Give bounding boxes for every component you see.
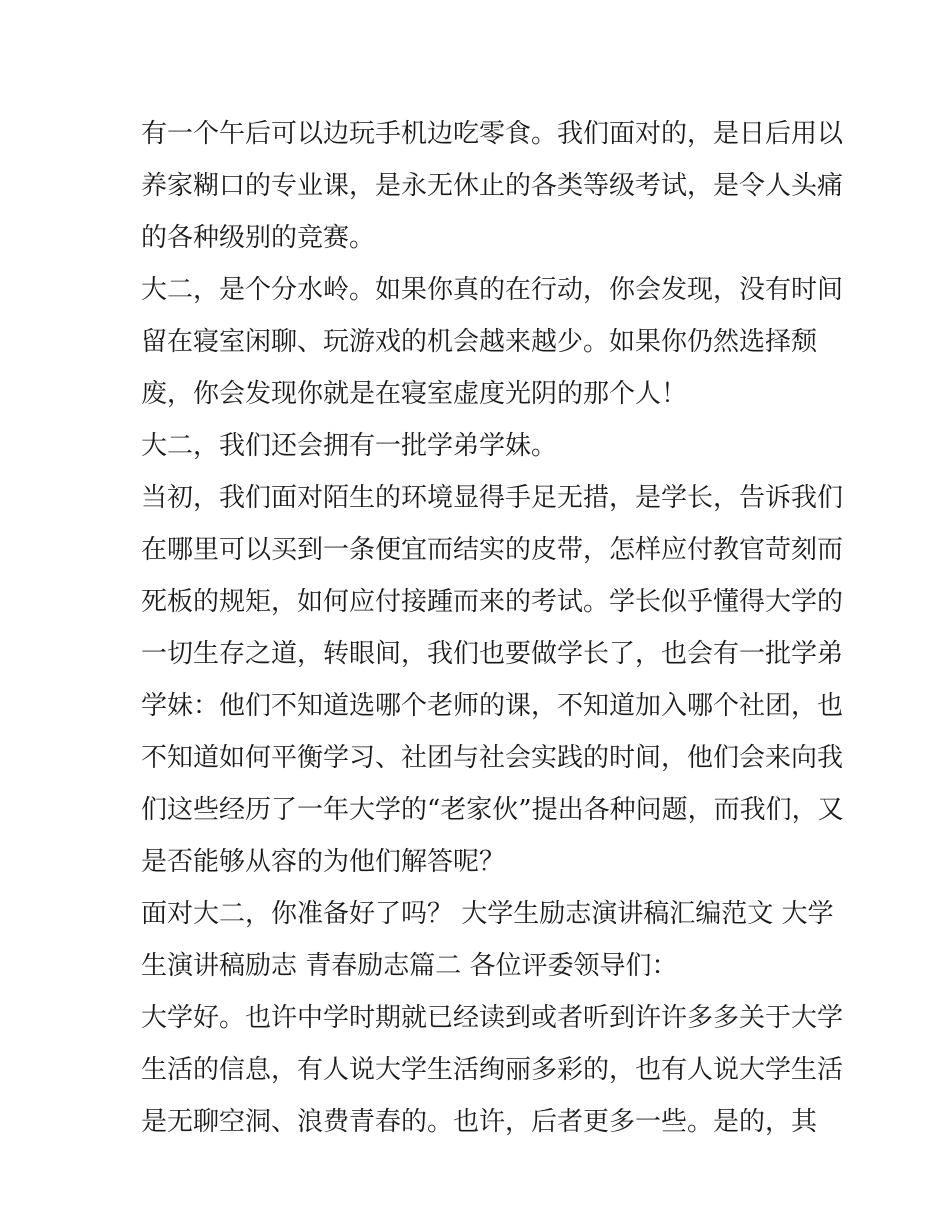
text-line: 不知道如何平衡学习、社团与社会实践的时间，他们会来向我 [141,743,844,773]
text-line: 生演讲稿励志 青春励志篇二 各位评委领导们： [141,951,678,981]
text-line: 学妹：他们不知道选哪个老师的课，不知道加入哪个社团，也 [141,691,844,721]
text-line: 大学好。也许中学时期就已经读到或者听到许许多多关于大学 [141,1003,844,1033]
text-line: 一切生存之道，转眼间，我们也要做学长了，也会有一批学弟 [141,639,844,669]
text-line: 养家糊口的专业课，是永无休止的各类等级考试，是令人头痛 [141,171,844,201]
text-line: 死板的规矩，如何应付接踵而来的考试。学长似乎懂得大学的 [141,587,844,617]
text-line: 们这些经历了一年大学的“老家伙”提出各种问题，而我们，又 [141,795,844,825]
text-line: 的各种级别的竞赛。 [141,223,376,253]
text-line: 是无聊空洞、浪费青春的。也许，后者更多一些。是的，其 [141,1107,818,1137]
text-line: 大二，我们还会拥有一批学弟学妹。 [141,431,558,461]
text-line: 废，你会发现你就是在寝室虚度光阴的那个人！ [141,379,688,409]
document-body [141,108,844,1148]
text-line: 当初，我们面对陌生的环境显得手足无措，是学长，告诉我们 [141,483,844,513]
text-line: 是否能够从容的为他们解答呢？ [141,847,506,877]
text-line: 面对大二，你准备好了吗？ 大学生励志演讲稿汇编范文 大学 [141,899,834,929]
text-line: 留在寝室闲聊、玩游戏的机会越来越少。如果你仍然选择颓 [141,327,818,357]
text-line: 大二，是个分水岭。如果你真的在行动，你会发现，没有时间 [141,275,844,305]
text-line: 生活的信息，有人说大学生活绚丽多彩的，也有人说大学生活 [141,1055,844,1085]
text-line: 有一个午后可以边玩手机边吃零食。我们面对的，是日后用以 [141,119,844,149]
text-line: 在哪里可以买到一条便宜而结实的皮带，怎样应付教官苛刻而 [141,535,844,565]
